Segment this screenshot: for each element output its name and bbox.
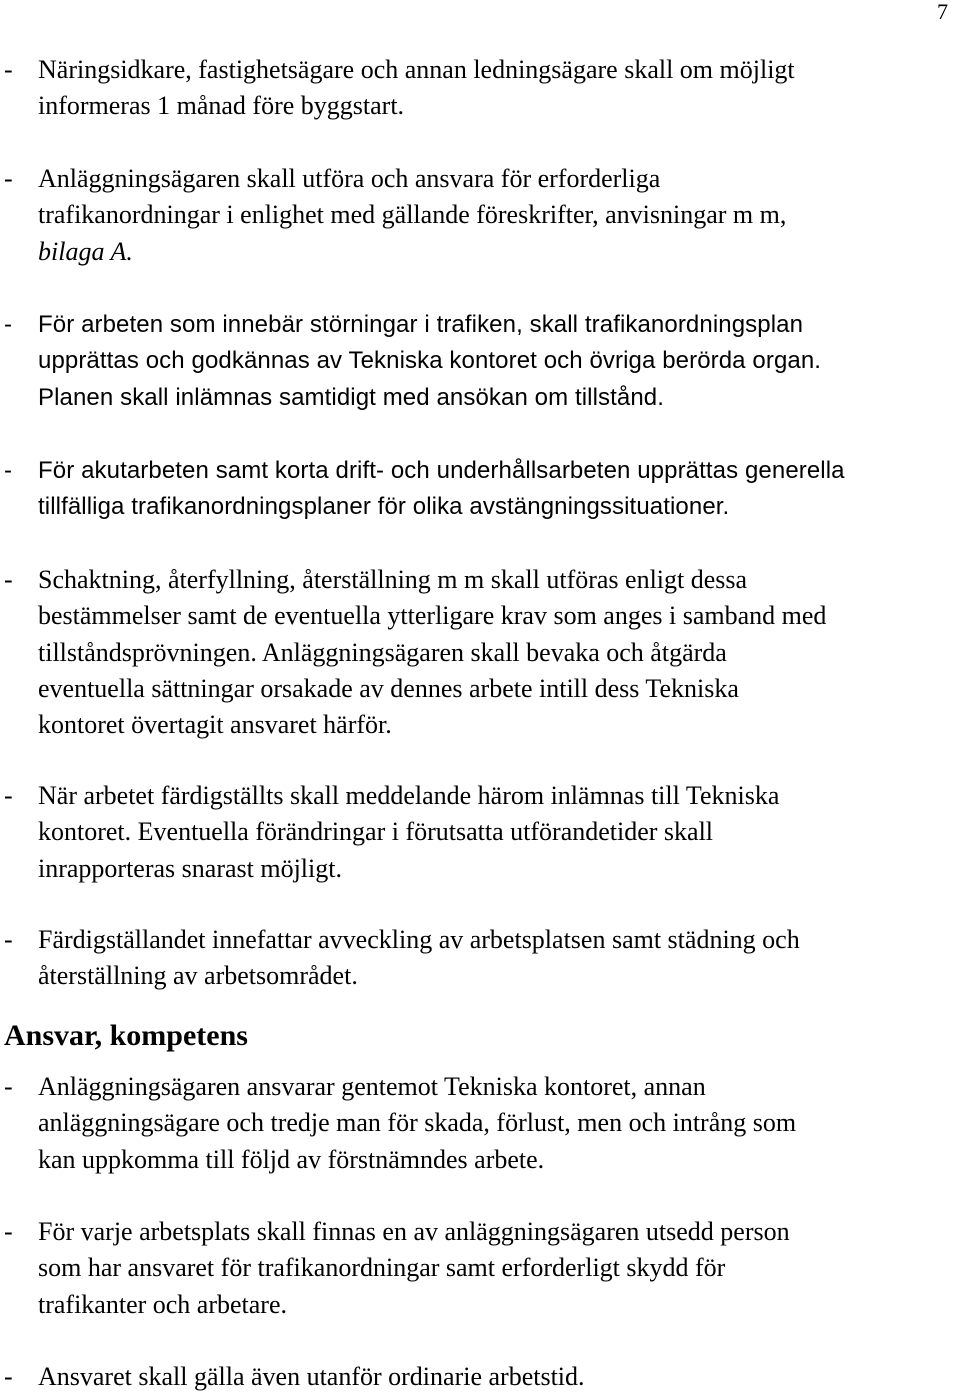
list-dash: - bbox=[4, 311, 13, 338]
list-item-text: Näringsidkare, fastighetsägare och annan ledningsägare skall om möjligt informeras 1 månad före byggstart. bbox=[38, 55, 795, 121]
list-item-text bbox=[38, 161, 960, 270]
list-dash: - bbox=[4, 164, 13, 193]
list-item-text: När arbetet färdigställts skall meddelande härom inlämnas till Tekniska kontoret. Eventuella förändringar i förutsatta utförandetider skall inrapporteras snarast möjligt. bbox=[38, 781, 780, 883]
list-dash: - bbox=[4, 457, 13, 484]
list-item bbox=[0, 52, 960, 125]
list-dash: - bbox=[4, 925, 13, 954]
list-item-text: För akutarbeten samt korta drift- och underhållsarbeten upprättas generella tillfälliga trafikanordningsplaner för olika avstängningssituationer. bbox=[38, 457, 845, 521]
list-item bbox=[0, 562, 960, 743]
list-item-text: För arbeten som innebär störningar i trafiken, skall trafikanordningsplan upprättas och godkännas av Tekniska kontoret och övriga berörda organ. Planen skall inlämnas samtidigt med ansökan om tillstånd. bbox=[38, 311, 822, 411]
list-item bbox=[0, 778, 960, 887]
list-item bbox=[0, 922, 960, 995]
list-dash: - bbox=[4, 1362, 13, 1391]
list-item bbox=[0, 1359, 960, 1395]
list-item bbox=[0, 1069, 960, 1178]
list-item bbox=[0, 161, 960, 270]
section-heading: Ansvar, kompetens bbox=[4, 1019, 248, 1052]
list-item-text: Ansvaret skall gälla även utanför ordinarie arbetstid. bbox=[38, 1362, 585, 1391]
list-item-text: Anläggningsägaren ansvarar gentemot Tekniska kontoret, annan anläggningsägare och tredje man för skada, förlust, men och intrång som kan uppkomma till följd av förstnämndes arbete. bbox=[38, 1072, 797, 1174]
list-item bbox=[0, 1214, 960, 1323]
list-dash: - bbox=[4, 55, 13, 84]
list-dash: - bbox=[4, 565, 13, 594]
list-item bbox=[0, 307, 960, 416]
page-number: 7 bbox=[937, 0, 948, 24]
list-item-text-main: Anläggningsägaren skall utföra och ansvara för erforderliga trafikanordningar i enlighet med gällande föreskrifter, anvisningar m m, bbox=[38, 164, 787, 230]
list-item-text: Schaktning, återfyllning, återställning m m skall utföras enligt dessa bestämmelser samt de eventuella ytterligare krav som anges i samband med tillståndsprövningen. Anläggningsägaren skall bevaka och åtgärda eventuella sättningar orsakade av dennes arbete intill dess Tekniska kontoret övertagit ansvaret härför. bbox=[38, 565, 827, 740]
list-item-reference: bilaga A. bbox=[38, 236, 133, 266]
list-dash: - bbox=[4, 1072, 13, 1101]
list-item-text: För varje arbetsplats skall finnas en av anläggningsägaren utsedd person som har ansvaret för trafikanordningar samt erforderligt skydd för trafikanter och arbetare. bbox=[38, 1217, 790, 1319]
list-dash: - bbox=[4, 781, 13, 810]
list-item bbox=[0, 453, 960, 526]
list-dash: - bbox=[4, 1217, 13, 1246]
list-item-text: Färdigställandet innefattar avveckling av arbetsplatsen samt städning och återställning av arbetsområdet. bbox=[38, 925, 800, 991]
